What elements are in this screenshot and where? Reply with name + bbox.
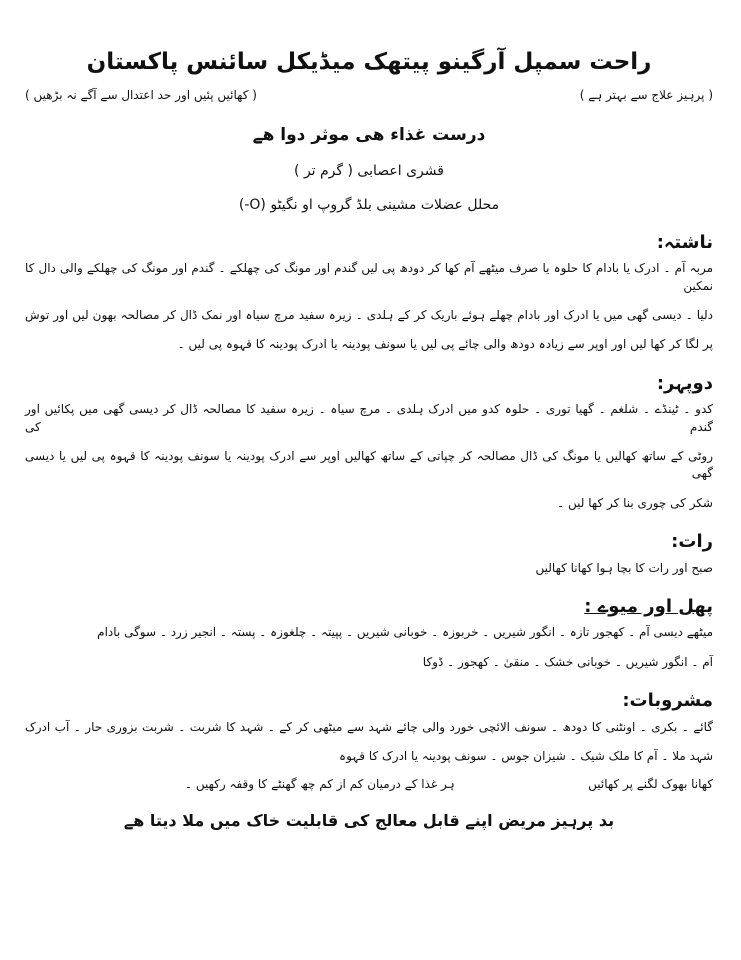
lunch-line: شکر کی چوری بنا کر کھا لیں ۔ (557, 495, 713, 510)
breakfast-line: دلیا ۔ دیسی گھی میں یا ادرک اور بادام چھلے ہوئے باریک کر کے ہلدی ۔ زیرہ سفید مرچ سیاہ اور نمک ڈال کر مصالحہ بھون لیں اور توش (25, 308, 713, 323)
fruits-heading: پھل اور میوے : (584, 595, 713, 617)
advice-meal-interval: ہر غذا کے درمیان کم از کم چھ گھنٹے کا وقفہ رکھیں ۔ (185, 777, 455, 792)
drinks-line: گائے ۔ بکری ۔ اونٹنی کا دودھ ۔ سونف الائچی خورد والی چائے شہد سے میٹھی کر کے ۔ شہد کا شربت ۔ شربت بزوری حار ۔ آب ادرک (25, 719, 713, 734)
fruits-line: میٹھے دیسی آم ۔ کھجور تازہ ۔ انگور شیریں ۔ خربوزہ ۔ خوبانی شیریں ۔ پپیتہ ۔ چلغوزہ ۔ پستہ ۔ انجیر زرد ۔ سوگی بادام (97, 625, 713, 640)
temperament: قشری اعصابی ( گرم تر ) (294, 162, 444, 179)
note-moderation: ( کھائیں پئیں اور حد اعتدال سے آگے نہ بڑھیں ) (25, 87, 257, 102)
lunch-line: روٹی کے ساتھ کھالیں یا مونگ کی ڈال مصالحہ کر چپاتی کے ساتھ کھالیں اوپر سے ادرک پودینہ یا سونف پودینہ کا قہوہ پی لیں یا دیسی گھی (25, 449, 713, 481)
document-title: راحت سمپل آرگینو پیتھک میڈیکل سائنس پاکستان (86, 49, 652, 75)
lunch-line: کدو ۔ ٹینڈے ۔ شلغم ۔ گھیا توری ۔ حلوہ کدو میں ادرک ہلدی ۔ مرچ سیاہ ۔ زیرہ سفید کا مصالحہ ڈال کر دیسی گھی میں پکائیں اور گندم کی (25, 402, 713, 434)
advice-row (25, 777, 713, 791)
fruits-line: آم ۔ انگور شیریں ۔ خوبانی خشک ۔ منقیٰ ۔ کھجور ۔ ڈوکا (422, 654, 713, 669)
footer-warning: بد پرہیز مریض اپنے قابل معالج کی قابلیت خاک میں ملا دیتا ھے (123, 811, 615, 831)
breakfast-heading: ناشتہ: (656, 231, 713, 253)
lunch-heading: دوپہر: (656, 372, 713, 394)
dinner-heading: رات: (671, 531, 713, 553)
header-notes (25, 88, 713, 102)
note-precaution: ( پرہیز علاج سے بہتر ہے ) (579, 87, 713, 102)
dinner-line: صبح اور رات کا بچا ہوا کھانا کھالیں (535, 560, 713, 575)
advice-eat-when-hungry: کھانا بھوک لگنے پر کھائیں (588, 777, 713, 792)
drinks-heading: مشروبات: (622, 690, 713, 712)
breakfast-line: پر لگا کر کھا لیں اور اوپر سے زیادہ دودھ والی چائے پی لیں یا سونف پودینہ یا ادرک پودینہ کا قہوہ پی لیں ۔ (177, 337, 713, 352)
drinks-line: شہد ملا ۔ آم کا ملک شیک ۔ شیزان جوس ۔ سونف پودینہ یا ادرک کا قہوہ (339, 748, 713, 763)
motto: درست غذاء ھی موثر دوا ھے (252, 124, 486, 145)
breakfast-line: مربہ آم ۔ ادرک یا بادام کا حلوہ یا صرف میٹھے آم کھا کر دودھ پی لیں گندم اور مونگ کی چھلکے ۔ گندم اور مونگ کی چھلکے والی دال کا نمکین (25, 261, 713, 293)
blood-group: محلل عضلات مشینی بلڈ گروپ او نگیٹو (O-) (238, 196, 500, 213)
